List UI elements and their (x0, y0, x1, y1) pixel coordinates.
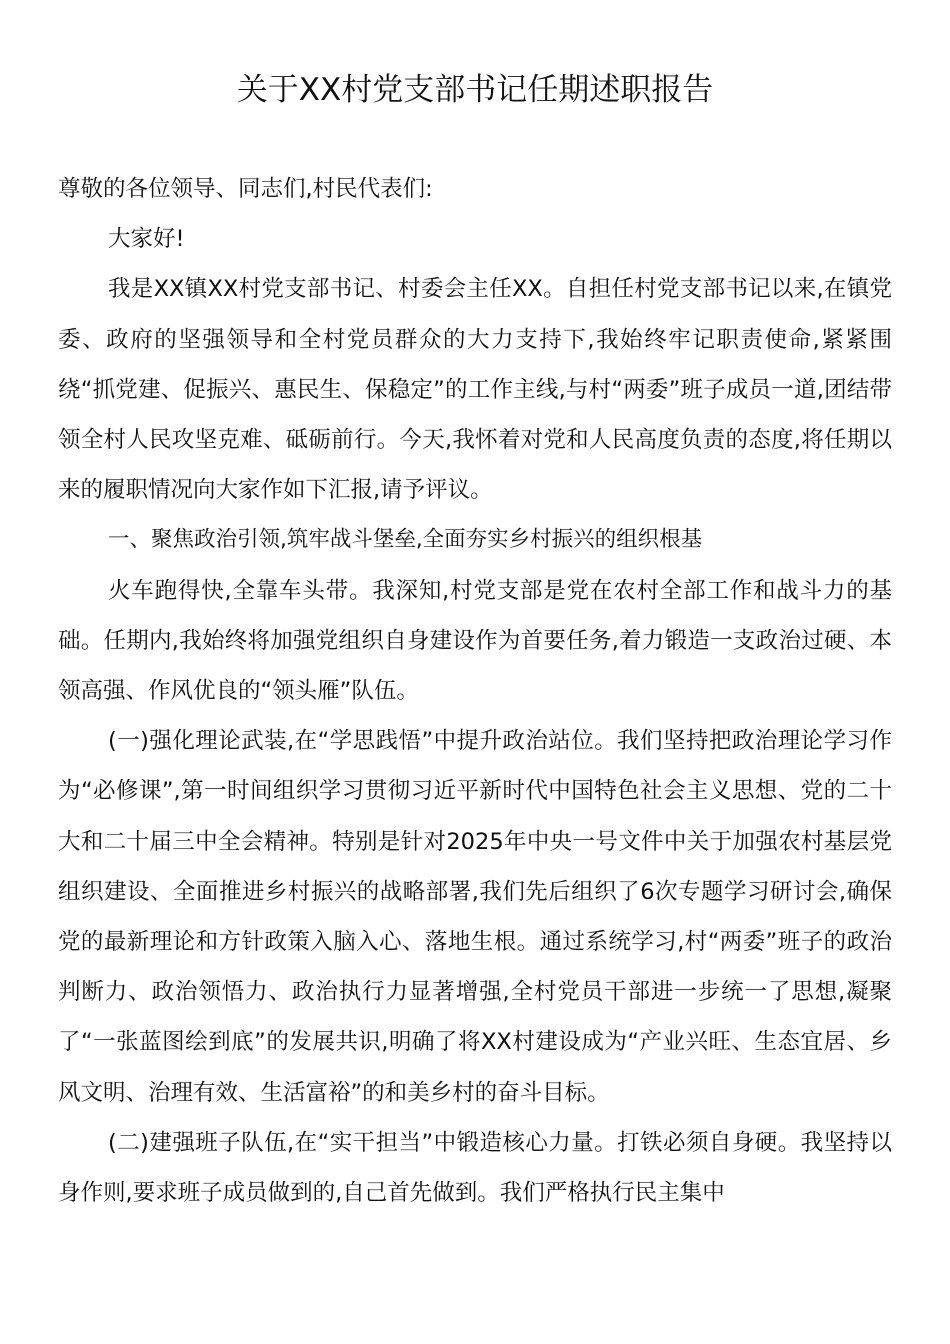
document-body (58, 164, 892, 1218)
section-1-intro-paragraph: 火车跑得快,全靠车头带。我深知,村党支部是党在农村全部工作和战斗力的基础。任期内,我始终将加强党组织自身建设作为首要任务,着力锻造一支政治过硬、本领高强、作风优良的“领头雁”队伍。 (58, 577, 892, 705)
document-title: 关于XX村党支部书记任期述职报告 (236, 72, 714, 108)
section-1-heading: 一、聚焦政治引领,筑牢战斗堡垒,全面夯实乡村振兴的组织根基 (108, 527, 703, 553)
section-1-subsection-2-paragraph: (二)建强班子队伍,在“实干担当”中锻造核心力量。打铁必须自身硬。我坚持以身作则,要求班子成员做到的,自己首先做到。我们严格执行民主集中 (58, 1129, 892, 1207)
section-1-subsection-1-paragraph: (一)强化理论武装,在“学思践悟”中提升政治站位。我们坚持把政治理论学习作为“必修课”,第一时间组织学习贯彻习近平新时代中国特色社会主义思想、党的二十大和二十届三中全会精神。特别是针对2025年中央一号文件中关于加强农村基层党组织建设、全面推进乡村振兴的战略部署,我们先后组织了6次专题学习研讨会,确保党的最新理论和方针政策入脑入心、落地生根。通过系统学习,村“两委”班子的政治判断力、政治领悟力、政治执行力显著增强,全村党员干部进一步统一了思想,凝聚了“一张蓝图绘到底”的发展共识,明确了将XX村建设成为“产业兴旺、生态宜居、乡风文明、治理有效、生活富裕”的和美乡村的奋斗目标。 (58, 728, 892, 1106)
document-page (58, 0, 892, 1207)
intro-paragraph: 我是XX镇XX村党支部书记、村委会主任XX。自担任村党支部书记以来,在镇党委、政府的坚强领导和全村党员群众的大力支持下,我始终牢记职责使命,紧紧围绕“抓党建、促振兴、惠民生、保稳定”的工作主线,与村“两委”班子成员一道,团结带领全村人民攻坚克难、砥砺前行。今天,我怀着对党和人民高度负责的态度,将任期以来的履职情况向大家作如下汇报,请予评议。 (58, 276, 892, 504)
greeting: 大家好! (108, 226, 185, 253)
salutation: 尊敬的各位领导、同志们,村民代表们: (58, 176, 433, 202)
